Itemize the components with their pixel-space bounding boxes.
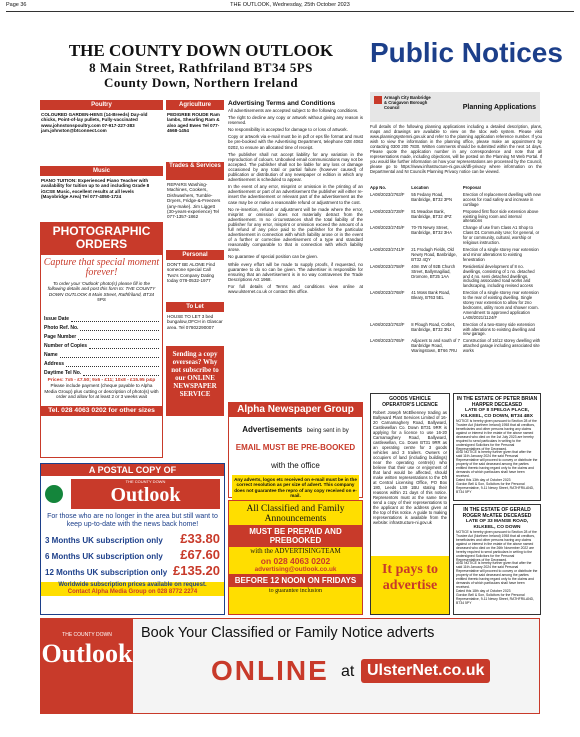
planning-row <box>370 339 542 356</box>
tolet-ad: HOUSE TO LET 3 bed bungalow,OFCH in Glascar area. Tel 07802290007 <box>167 314 223 330</box>
photo-field-input[interactable] <box>83 370 159 376</box>
pays-box <box>371 556 449 614</box>
app-number: LA08/2023/2763/F <box>370 321 405 327</box>
subscription-price: £67.60 <box>180 547 220 562</box>
alpha-heading: Alpha Newspaper Group <box>229 403 362 417</box>
terms-paragraph: No responsibility is accepted for damage to or loss of artwork. <box>228 127 348 133</box>
estate2-sub: LATE OF 33 MANSE ROAD, KILKEEL, CO DOWN <box>465 519 529 530</box>
app-number: LA08/2023/2741/F <box>370 246 405 252</box>
photo-heading: PHOTOGRAPHIC ORDERS <box>41 223 162 255</box>
terms-paragraph: Copy or artwork via e-mail must be in pdf or eps file format and must be pre-booked with the Advertising Department, telephone 028 4063 0202, to ensure an allocated time of receipt. <box>228 134 363 150</box>
app-number: LA08/2023/2758/F <box>370 263 405 269</box>
page-header <box>6 2 574 10</box>
postal-box <box>40 463 225 615</box>
photo-intro: To order your 'Outlook' photo(s) please fill in the following details and post this form to: THE COUNTY DOWN OUTLOOK 8 Main Street, Rathfriland, BT34 5PS <box>47 281 156 303</box>
agri-ad: PEDIGREE ROUDE Ram lambs, Shearling Ram & also aged Ewes Tel 077-4668-1454 <box>167 112 220 134</box>
personal-ad: DON'T BE ALONE Find someone special Call Two's Company Dating today 078-0532-1977 <box>167 262 216 284</box>
goods-text: Robert Joseph McElkenney trading as Ballyward Plant Services Limited of 16-20 Carnamaghery Road, Ballyward, Castlewellan Co. Down BT31 9RR is applying for a licence to use 16-20 Carnamaghery Road, Ballyward, castlewellan, Co. Down BT31 9RR as an operating centre for 3 goods vehicles and 3 trailers. Owners or occupiers of land (including buildings) near the operating centre(s) who believe that their use or enjoyment of that land would be affected, should make written representations to the DfI at Central Licensing Office, PO Box 180, Leeds LS9 1BU stating their reasons within 21 days of this notice. Representors must at the same time send a copy of their representations to the applicant at the address given at the top of this notice. A guide to making representations is available from the website: infrastructure-ni.gov.uk <box>373 410 447 525</box>
planning-heading: Planning Applications <box>462 104 536 111</box>
subscription-label: 6 Months UK subscription only <box>45 552 163 561</box>
photo-form-row <box>44 340 159 349</box>
terms-heading: Advertising Terms and Conditions <box>228 100 336 107</box>
planning-row <box>370 291 542 322</box>
banner-at: at <box>341 663 355 680</box>
estate2-box <box>453 504 541 615</box>
app-number: LA08/2023/2745/F <box>370 225 405 231</box>
classified-deadline: BEFORE 12 NOON ON FRIDAYS <box>229 574 362 587</box>
terms-paragraph: The publisher shall not accept liability for any variation in the reproduction of colours. Unbooked email communications may not be accepted. The publisher shall not be liable for any loss or damage occasioned by any total or partial failure (however caused) of publication or distribution of any newspaper or edition in which any advertisement is scheduled to appear. <box>228 151 363 183</box>
photo-field-label: Number of Copies <box>44 343 88 349</box>
photo-field-input[interactable] <box>78 334 159 340</box>
photo-field-label: Photo Ref. No. <box>44 325 79 331</box>
photo-form-row <box>44 322 159 331</box>
classified-line1: All Classified and Family Announcements <box>246 504 345 524</box>
app-location: 55 Fedany Road, Banbridge, BT32 3PN <box>411 191 453 202</box>
planning-table-wrap <box>370 186 542 391</box>
planning-row <box>370 193 542 210</box>
planning-table <box>370 186 542 356</box>
classified-phone: on 028 4063 0202 <box>260 556 331 566</box>
terms-block <box>228 100 363 400</box>
planning-row <box>370 210 542 227</box>
banner-brand-top: THE COUNTY DOWN <box>62 632 112 638</box>
terms-paragraph: While every effort will be made to supply proofs, if requested, no guarantee to do so can be given. The advertiser is responsible for ensuring that an advertisement is in no way contravenes the Trade Descriptions Act 1968. <box>228 261 363 282</box>
app-proposal: Residential development of 8 no. dwellings, consisting of 1 no. detached and 4 no. semi detached dwellings, including associated road works and landscaping, including revised access <box>462 263 535 289</box>
subscription-row <box>45 548 220 564</box>
banner-outlook-logo <box>41 619 133 713</box>
overseas-promo: Sending a copy overseas? Why not subscribe to our ONLINE NEWSPAPER SERVICE <box>166 346 224 416</box>
mid-column <box>166 100 224 416</box>
terms-paragraph: For full details of Terms and conditions view online at www.ulsternet.co.uk or contact this office. <box>228 283 363 294</box>
estate1-dated: Dated this 13th day of October 2023 <box>456 477 511 482</box>
estate1-p1: NOTICE is hereby given pursuant to Section 28 of the Trustee Act (Northern Ireland) 1958 that all creditors, beneficiaries and other persons having any claims against or interest in the estate of the above named deceased who died on the 1st July 2023 are hereby required to send particulars in writing to the undersigned Solicitors for the Personal Representatives of the Deceased. <box>456 419 537 451</box>
classified-guarantee: to guarantee inclusion <box>269 588 322 594</box>
app-location: 41 Moss Bank Road, Bleary, BT63 5EL <box>411 290 451 301</box>
photo-payable: Please include payment (cheque payable to Alpha Media Group) plus cutting or description of photo(s) with order and allow for at least 2 or 3 weeks wait <box>44 383 159 400</box>
trades-ad: REPAIRS Washing-Machines, Cookers, Dishwashers, Tumble-Dryers, Fridge-&-Freezers (any-make). Jim Liggett (30-years-experience) Tel 077-1357-1862 <box>167 182 221 220</box>
app-number: LA08/2023/2765/F <box>370 338 405 344</box>
photo-orders-box <box>40 222 163 458</box>
alpha-line4: with the office <box>271 461 320 470</box>
photo-field-input[interactable] <box>80 325 159 331</box>
estate1-title: IN THE ESTATE OF PETER BRIAN HARPER DECEASED <box>456 396 538 408</box>
planning-col-header: Location <box>411 186 429 190</box>
app-proposal: Construction of 16/12 storey dwelling with attached garage including associated site works <box>462 338 541 354</box>
council-logo-icon <box>374 96 382 104</box>
photo-field-input[interactable] <box>60 352 159 358</box>
poultry-ad: COLOURED GARDEN-HENS (14-Breeds) Day-old chicks, Point-of-lay pullets, Fully-vaccinated www.johnstonspoultry.com 07-917-227-383 jam.johnston@btconnect.com <box>41 112 148 134</box>
photo-field-label: Name <box>44 352 58 358</box>
photo-prices: Prices: 7x5 - £7.50; 9x6 - £11; 10x8 - £15.95 p&p <box>47 378 156 383</box>
photo-form-row <box>44 331 159 340</box>
estate2-dated: Dated this 18th day of October 2023 <box>456 588 511 593</box>
trades-heading: Trades & Services <box>166 162 224 180</box>
classified-box <box>228 500 363 615</box>
planning-intro: Full details of the following planning applications including a detailed description, plans, maps and drawings are available to view on the Idox web system. Please visit www.planningsystemni.gov.uk and refer to the planning application reference number. If you wish to view the information in the planning office, please make an appointment by contacting 0300 200 7830. Written comments should be submitted within the next 14 days. Please quote the application number in any correspondence and note that all representations made, including objections, will be posted on the Planning NI Web Portal. If you would like further information on how your representations are processed by the Council, please go to https://www.infrastructure-ni.gov.uk/dfi-privacy where information on the Departmental and NI Councils Planning Privacy notice can be viewed. <box>370 124 542 174</box>
banner-brand: Outlook <box>41 639 133 668</box>
terms-paragraph: No re-insertion, refund or adjustment will be made where the error, misprint or omission does not materially detract from the advertisement. In no circumstances shall the total liability of the publisher for any error, misprint or omission exceed the amount of a full refund of any price paid to the publisher for the particular advertisement in connection with which liability arose or in the event of a further or corrective advertisement of a type and standard reasonably comparable to that in connection with which liability arose. <box>228 206 363 253</box>
cdn-title: THE COUNTY DOWN OUTLOOK <box>68 41 334 60</box>
goods-box <box>370 393 450 615</box>
app-proposal: Erection of a single storey rear extension to the rear of existing dwelling. Single storey rear extension to allow for 2no bedrooms, utility room and shower room. Amendment to approved application LA08/2021/1124/F <box>462 290 539 320</box>
personal-heading: Personal <box>166 250 224 260</box>
estate1-sub: LATE OF 8 SPELGA PLACE, KILKEEL, CO DOWN, BT34 4BX <box>461 408 533 419</box>
paper-date: THE OUTLOOK, Wednesday, 25th October 2023 <box>230 2 350 8</box>
music-heading: Music <box>40 166 163 176</box>
cdn-region: County Down, Northern Ireland <box>103 75 299 90</box>
terms-paragraph: No guarantee of special position can be given. <box>228 254 319 260</box>
goods-heading: GOODS VEHICLE OPERATOR'S LICENCE <box>382 396 438 408</box>
tolet-heading: To Let <box>166 302 224 312</box>
subscription-label: 12 Months UK subscription only <box>45 568 168 577</box>
estate1-box <box>453 393 541 501</box>
photo-form-row <box>44 358 159 367</box>
terms-paragraph: All advertisements are accepted subject to the following conditions. <box>228 108 359 113</box>
app-proposal: Erection of a single storey rear extension and minor alterations to existing fenestration <box>462 246 539 262</box>
app-location: Adjacent to and south of 7 Banbridge Road, Waringstown, BT66 7RU <box>411 338 460 354</box>
banner-text: Book Your Classified or Family Notice adverts <box>141 625 435 641</box>
alpha-line2: being sent in by <box>306 428 349 434</box>
photo-form-row <box>44 367 159 376</box>
subscription-label: 3 Months UK subscription only <box>45 536 163 545</box>
photo-form <box>41 311 162 378</box>
cdn-masthead <box>40 42 362 98</box>
estate1-sign: Gordon Bell & Son, Solicitors for the Personal Representative, 9-11 Newry Street, RATHFRILAND, BT34 5PY <box>456 481 535 494</box>
poultry-heading: Poultry <box>40 100 163 110</box>
postal-lead: For those who are no longer in the area but still want to keep up-to-date with the news back home! <box>47 513 218 528</box>
council-bar <box>370 92 540 122</box>
estate2-p2: AND NOTICE is hereby further given that after the said 11th January 2024 the said Personal Representative will proceed to convey or distribute the property of the said deceased among the parties entitled thereto having regard only to the claims and demands of which particulars shall have been received. <box>456 561 538 589</box>
banner-url[interactable]: UlsterNet.co.uk <box>361 659 490 683</box>
photo-field-label: Issue Date <box>44 316 70 322</box>
postal-brand-top: THE COUNTY DOWN <box>125 479 166 484</box>
terms-body <box>228 108 363 294</box>
subscription-price: £33.80 <box>180 531 220 546</box>
planning-col-header: Proposal <box>462 186 481 190</box>
alpha-warning: Any adverts, logos etc received on e-mail must be in the correct resolution as per size of advert. This company does not guarantee the repro of any copy received on e-mail. <box>232 475 359 507</box>
classified-line2: MUST BE PREPAID AND PREBOOKED <box>229 525 362 547</box>
planning-row <box>370 265 542 292</box>
postal-heading: A POSTAL COPY OF <box>41 464 224 476</box>
photo-moment: Capture that special moment forever! <box>43 257 160 278</box>
terms-paragraph: In the event of any error, misprint or omission in the printing of an advertisement or part of an advertisement the publisher will either re-insert the advertisement or relevant part of the advertisement as the case may be or make a reasonable refund or adjustment to the cost. <box>228 184 363 205</box>
terms-paragraph: The right to decline any copy or artwork without giving any reason is reserved. <box>228 115 363 126</box>
classified-email[interactable]: advertising@outlook.co.uk <box>254 566 337 573</box>
photo-form-row <box>44 349 159 358</box>
app-location: 70-76 Newry Street, Banbridge, BT32 3HA <box>411 225 453 236</box>
photo-field-input[interactable] <box>71 316 159 322</box>
photo-tel: Tel. 028 4063 0202 for other sizes <box>41 406 162 416</box>
app-proposal: Erection of replacement dwelling with new access for road safety and increase in curtilage <box>462 191 541 207</box>
pays-line1: It pays to <box>381 562 438 577</box>
planning-row <box>370 323 542 340</box>
planning-col-header: App No. <box>370 186 387 190</box>
planning-row <box>370 248 542 265</box>
subscription-price: £135.20 <box>173 563 220 578</box>
postal-brand: Outlook <box>110 484 181 506</box>
page-number: Page 36 <box>6 2 27 8</box>
subscription-row <box>45 532 220 548</box>
app-number: LA08/2023/2763/F <box>370 191 405 197</box>
app-number: LA08/2023/2768/F <box>370 290 405 296</box>
subscription-list <box>41 530 224 582</box>
estate2-title: IN THE ESTATE OF GERALD ROGER McATEE DECEASED <box>462 507 532 519</box>
photo-field-label: Page Number <box>44 334 77 340</box>
postal-outlook-logo <box>71 479 220 509</box>
photo-field-input[interactable] <box>66 361 159 367</box>
bottom-banner <box>40 618 540 714</box>
alpha-box <box>228 402 363 498</box>
estate2-p1: NOTICE is hereby given pursuant to Section 28 of the Trustee Act (Northern Ireland) 1958 that all creditors, beneficiaries and other persons having any claims against or interest in the estate of the above named deceased who died on the 26th November 2022 are hereby required to send particulars in writing to the undersigned Solicitors for the Personal Representatives of the Deceased. <box>456 530 537 562</box>
postal-contact: Contact Alpha Media Group on 028 8772 2274 <box>41 589 224 596</box>
alpha-line3: EMAIL MUST BE PRE-BOOKED <box>235 443 356 452</box>
app-location: 81 Meadow Bank, Banbridge, BT32 4PZ <box>411 208 452 219</box>
photo-field-label: Address <box>44 361 65 367</box>
classified-line3: with the ADVERTISINGTEAM <box>250 547 341 555</box>
left-column <box>40 100 163 236</box>
app-location: 21 Frodagh Fields, Old Newry Road, Banbridge, BT32 4QY <box>411 246 457 262</box>
postal-masthead <box>41 476 224 512</box>
app-proposal: Erection of a two-storey side extension with alterations to existing dwelling and new garage. <box>462 321 536 337</box>
app-location: 40m SW of 92B Church Street, Ballymagiliad, Dromore, BT25 1AA <box>411 263 456 279</box>
alpha-line1: Advertisements <box>242 425 303 434</box>
subscription-row <box>45 564 220 580</box>
app-location: 8 Plough Road, Corbet, Banbridge, BT32 3NJ <box>411 321 456 332</box>
postal-world: Worldwide subscription prices available on request. <box>41 582 224 589</box>
photo-form-row <box>44 313 159 322</box>
header-rule <box>6 11 574 12</box>
estate1-p2: AND NOTICE is hereby further given that after the said 11th January 2024 the said Personal Representative will proceed to convey or distribute the property of the said deceased among the parties entitled thereto having regard only to the claims and demands of which particulars shall have been received. <box>456 450 538 478</box>
app-number: LA08/2023/2728/F <box>370 208 405 214</box>
cdn-address: 8 Main Street, Rathfriland BT34 5PS <box>89 60 313 75</box>
estate2-sign: Gordon Bell & Son, Solicitors for the Personal Representative, 9-11 Newry Street, RATHFRILAND, BT34 5PY <box>456 592 535 605</box>
alpha-logo-icon <box>45 485 63 503</box>
photo-field-label: Daytime Tel No. <box>44 370 82 376</box>
public-notices-title: Public Notices <box>370 37 563 68</box>
photo-field-input[interactable] <box>89 343 159 349</box>
app-proposal: Change of use from Class A1 Shop to Class D1 Community Use; for general, or for or community, cultural, worship or religious instruction. <box>462 225 540 246</box>
planning-row <box>370 226 542 248</box>
music-ad: PIANO TUITION: Experienced Piano Teacher with availability for tuition up to and including Grade 8 iGCSE Music, excellent results at all levels (Mayobridge Area) Tel 077-4050-1724 <box>41 178 150 200</box>
banner-online: ONLINE <box>211 655 329 686</box>
pays-line2: advertise <box>382 578 438 593</box>
app-proposal: Proposed first floor side extension above existing living room and internal alterations <box>462 208 539 224</box>
agri-heading: Agriculture <box>166 100 224 110</box>
alpha-email-notice <box>229 417 362 475</box>
council-name: Armagh City Banbridge & Craigavon Borough Council <box>384 95 431 110</box>
